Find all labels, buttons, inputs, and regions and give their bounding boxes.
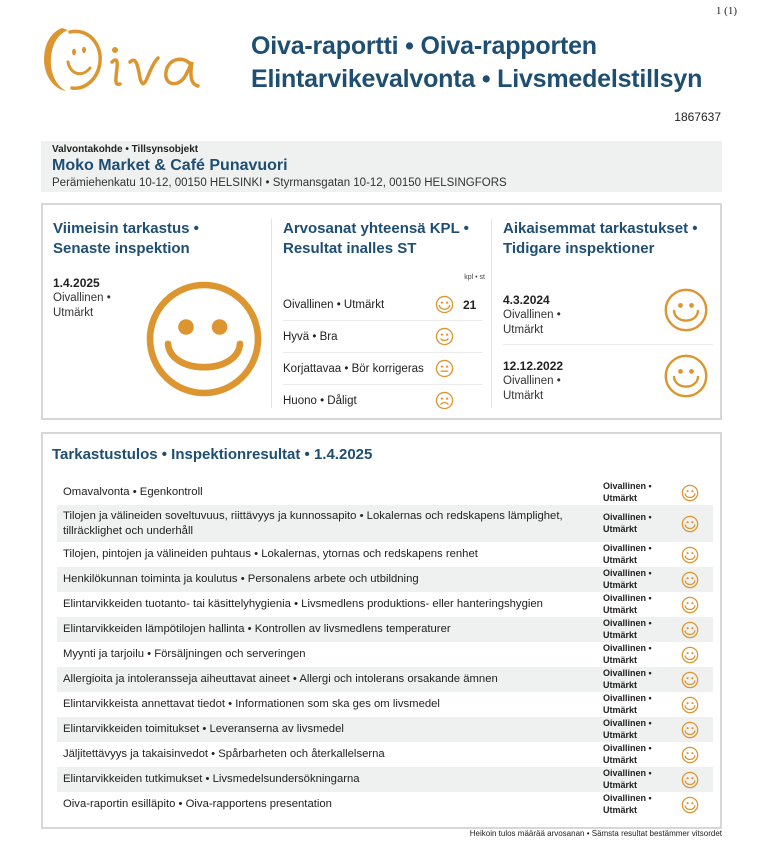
report-title — [251, 30, 702, 96]
result-grade-line2: Utmärkt — [603, 804, 638, 815]
result-category: Oiva-raportin esilläpito • Oiva-rapportens presentation — [63, 798, 332, 810]
result-grade-line1: Oivallinen • — [603, 618, 652, 628]
result-grade — [603, 718, 663, 741]
result-grade-line1: Oivallinen • — [603, 643, 652, 653]
result-grade-line1: Oivallinen • — [603, 568, 652, 578]
results-title: Tarkastustulos • Inspektionresultat • 1.4.2025 — [52, 446, 373, 463]
grades-title — [283, 219, 489, 259]
result-grade-line1: Oivallinen • — [603, 743, 652, 753]
latest-title — [53, 219, 269, 259]
grade-row-excellent — [283, 289, 483, 321]
result-row — [57, 592, 713, 617]
previous-title-line1: Aikaisemmat tarkastukset • — [503, 220, 698, 237]
result-grade-line1: Oivallinen • — [603, 693, 652, 703]
grade-row-good — [283, 321, 483, 353]
latest-date: 1.4.2025 — [53, 276, 100, 290]
result-category: Henkilökunnan toiminta ja koulutus • Personalens arbete och utbildning — [63, 573, 419, 585]
result-grade-line2: Utmärkt — [603, 492, 638, 503]
result-category: Elintarvikkeiden toimitukset • Leveranserna av livsmedel — [63, 723, 344, 735]
previous-grade-line2: Utmärkt — [503, 324, 544, 336]
result-grade — [603, 593, 663, 616]
result-row — [57, 667, 713, 692]
previous-grade-line2: Utmärkt — [503, 390, 544, 402]
result-row — [57, 767, 713, 792]
result-row — [57, 792, 713, 817]
result-grade-line2: Utmärkt — [603, 754, 638, 765]
result-grade-line2: Utmärkt — [603, 629, 638, 640]
oiva-logo-icon — [40, 22, 230, 96]
latest-grade-line2: Utmärkt — [53, 307, 94, 319]
result-grade-line1: Oivallinen • — [603, 481, 652, 491]
result-grade-line2: Utmärkt — [603, 579, 638, 590]
result-category: Allergioita ja intoleransseja aiheuttavat aineet • Allergi och intolerans orsakande ämnen — [63, 673, 498, 685]
latest-title-line1: Viimeisin tarkastus • — [53, 220, 199, 237]
smiley-excellent-icon — [681, 721, 699, 739]
target-label: Valvontakohde • Tillsynsobjekt — [52, 144, 199, 155]
result-grade — [603, 693, 663, 716]
result-row — [57, 542, 713, 567]
result-grade — [603, 543, 663, 566]
result-category: Elintarvikkeiden lämpötilojen hallinta • Kontrollen av livsmedlens temperaturer — [63, 623, 451, 635]
grade-label: Hyvä • Bra — [283, 330, 338, 343]
result-grade-line2: Utmärkt — [603, 654, 638, 665]
smiley-excellent-icon — [681, 696, 699, 714]
column-divider — [491, 219, 492, 408]
previous-grade — [503, 374, 583, 404]
result-grade — [603, 643, 663, 666]
smiley-happy-icon — [663, 287, 709, 333]
result-grade — [603, 618, 663, 641]
result-row — [57, 717, 713, 742]
smiley-excellent-icon — [681, 671, 699, 689]
result-row — [57, 480, 713, 505]
grades-title-line2: Resultat inalles ST — [283, 240, 417, 257]
grades-title-line1: Arvosanat yhteensä KPL • — [283, 220, 469, 237]
smiley-excellent-icon — [681, 796, 699, 814]
latest-grade-line1: Oivallinen • — [53, 292, 111, 304]
result-grade — [603, 793, 663, 816]
smiley-excellent-icon — [681, 771, 699, 789]
result-row — [57, 505, 713, 542]
previous-list — [503, 279, 713, 411]
result-category: Elintarvikkeiden tutkimukset • Livsmedelsundersökningarna — [63, 773, 360, 785]
result-row — [57, 642, 713, 667]
result-grade-line2: Utmärkt — [603, 554, 638, 565]
grade-label: Oivallinen • Utmärkt — [283, 298, 385, 311]
result-grade — [603, 668, 663, 691]
result-row — [57, 617, 713, 642]
grade-row-poor — [283, 385, 483, 417]
result-row — [57, 692, 713, 717]
report-id: 1867637 — [674, 110, 721, 124]
grade-list — [283, 289, 483, 417]
result-grade — [603, 743, 663, 766]
result-category: Jäljitettävyys ja takaisinvedot • Spårbarheten och återkallelserna — [63, 748, 385, 760]
smiley-sad-icon — [435, 391, 454, 410]
column-divider — [271, 219, 272, 408]
oiva-logo — [40, 22, 230, 96]
smiley-excellent-icon — [681, 746, 699, 764]
previous-grade — [503, 308, 583, 338]
result-grade-line1: Oivallinen • — [603, 593, 652, 603]
inspection-results-panel — [41, 432, 722, 829]
previous-title-line2: Tidigare inspektioner — [503, 240, 655, 257]
result-grade-line2: Utmärkt — [603, 604, 638, 615]
grade-row-needs-correction — [283, 353, 483, 385]
smiley-excellent-icon — [681, 621, 699, 639]
previous-inspections — [503, 219, 713, 408]
latest-grade — [53, 291, 133, 321]
result-category: Elintarvikkeiden tuotanto- tai käsittelyhygienia • Livsmedlens produktions- eller hanteringshygien — [63, 598, 543, 610]
smiley-excellent-icon — [435, 295, 454, 314]
smiley-excellent-icon — [681, 515, 699, 533]
report-title-line2: Elintarvikevalvonta • Livsmedelstillsyn — [251, 65, 703, 93]
result-grade-line2: Utmärkt — [603, 704, 638, 715]
result-grade-line1: Oivallinen • — [603, 768, 652, 778]
smiley-excellent-icon — [681, 546, 699, 564]
result-category: Tilojen, pintojen ja välineiden puhtaus • Lokalernas, ytornas och redskapens renhet — [63, 548, 478, 560]
inspection-target — [41, 141, 722, 192]
smiley-good-icon — [435, 327, 454, 346]
result-category: Omavalvonta • Egenkontroll — [63, 486, 203, 498]
grades-summary — [283, 219, 489, 408]
result-grade — [603, 568, 663, 591]
target-address: Perämiehenkatu 10-12, 00150 HELSINKI • Styrmansgatan 10-12, 00150 HELSINGFORS — [52, 177, 507, 189]
latest-inspection — [53, 219, 269, 408]
previous-inspection-item — [503, 279, 713, 345]
latest-title-line2: Senaste inspektion — [53, 240, 190, 257]
result-grade-line2: Utmärkt — [603, 679, 638, 690]
previous-inspection-item — [503, 345, 713, 411]
grade-count: 21 — [463, 297, 477, 312]
page-number: 1 (1) — [715, 5, 737, 17]
previous-date: 4.3.2024 — [503, 293, 550, 307]
result-grade-line2: Utmärkt — [603, 779, 638, 790]
target-name: Moko Market & Café Punavuori — [52, 157, 288, 174]
smiley-happy-icon — [144, 279, 264, 399]
grade-label: Huono • Dåligt — [283, 395, 357, 407]
result-grade-line1: Oivallinen • — [603, 668, 652, 678]
smiley-neutral-icon — [435, 359, 454, 378]
result-grade-line1: Oivallinen • — [603, 793, 652, 803]
smiley-excellent-icon — [681, 596, 699, 614]
result-grade — [603, 481, 663, 504]
result-grade-line1: Oivallinen • — [603, 512, 652, 522]
result-grade-line2: Utmärkt — [603, 729, 638, 740]
results-table — [57, 480, 713, 817]
smiley-happy-icon — [663, 353, 709, 399]
count-header: kpl • st — [464, 274, 485, 281]
smiley-excellent-icon — [681, 646, 699, 664]
result-category: Elintarvikkeista annettavat tiedot • Informationen som ska ges om livsmedel — [63, 698, 440, 710]
grade-label: Korjattavaa • Bör korrigeras — [283, 362, 424, 375]
smiley-excellent-icon — [681, 571, 699, 589]
result-grade — [603, 512, 663, 535]
summary-panel — [41, 203, 722, 420]
report-title-line1: Oiva-raportti • Oiva-rapporten — [251, 32, 597, 60]
result-grade-line2: Utmärkt — [603, 523, 638, 534]
previous-date: 12.12.2022 — [503, 359, 564, 373]
result-row — [57, 567, 713, 592]
result-category: Tilojen ja välineiden soveltuvuus, riittävyys ja kunnossapito • Lokalernas och redskapens lämplighet, tillräcklighet och underhåll — [63, 509, 563, 537]
result-grade-line1: Oivallinen • — [603, 543, 652, 553]
result-category: Myynti ja tarjoilu • Försäljningen och serveringen — [63, 648, 306, 660]
previous-grade-line1: Oivallinen • — [503, 375, 561, 387]
footnote: Heikoin tulos määrää arvosanan • Sämsta resultat bestämmer vitsordet — [469, 829, 722, 838]
previous-grade-line1: Oivallinen • — [503, 309, 561, 321]
previous-title — [503, 219, 713, 259]
result-row — [57, 742, 713, 767]
result-grade — [603, 768, 663, 791]
smiley-excellent-icon — [681, 484, 699, 502]
result-grade-line1: Oivallinen • — [603, 718, 652, 728]
